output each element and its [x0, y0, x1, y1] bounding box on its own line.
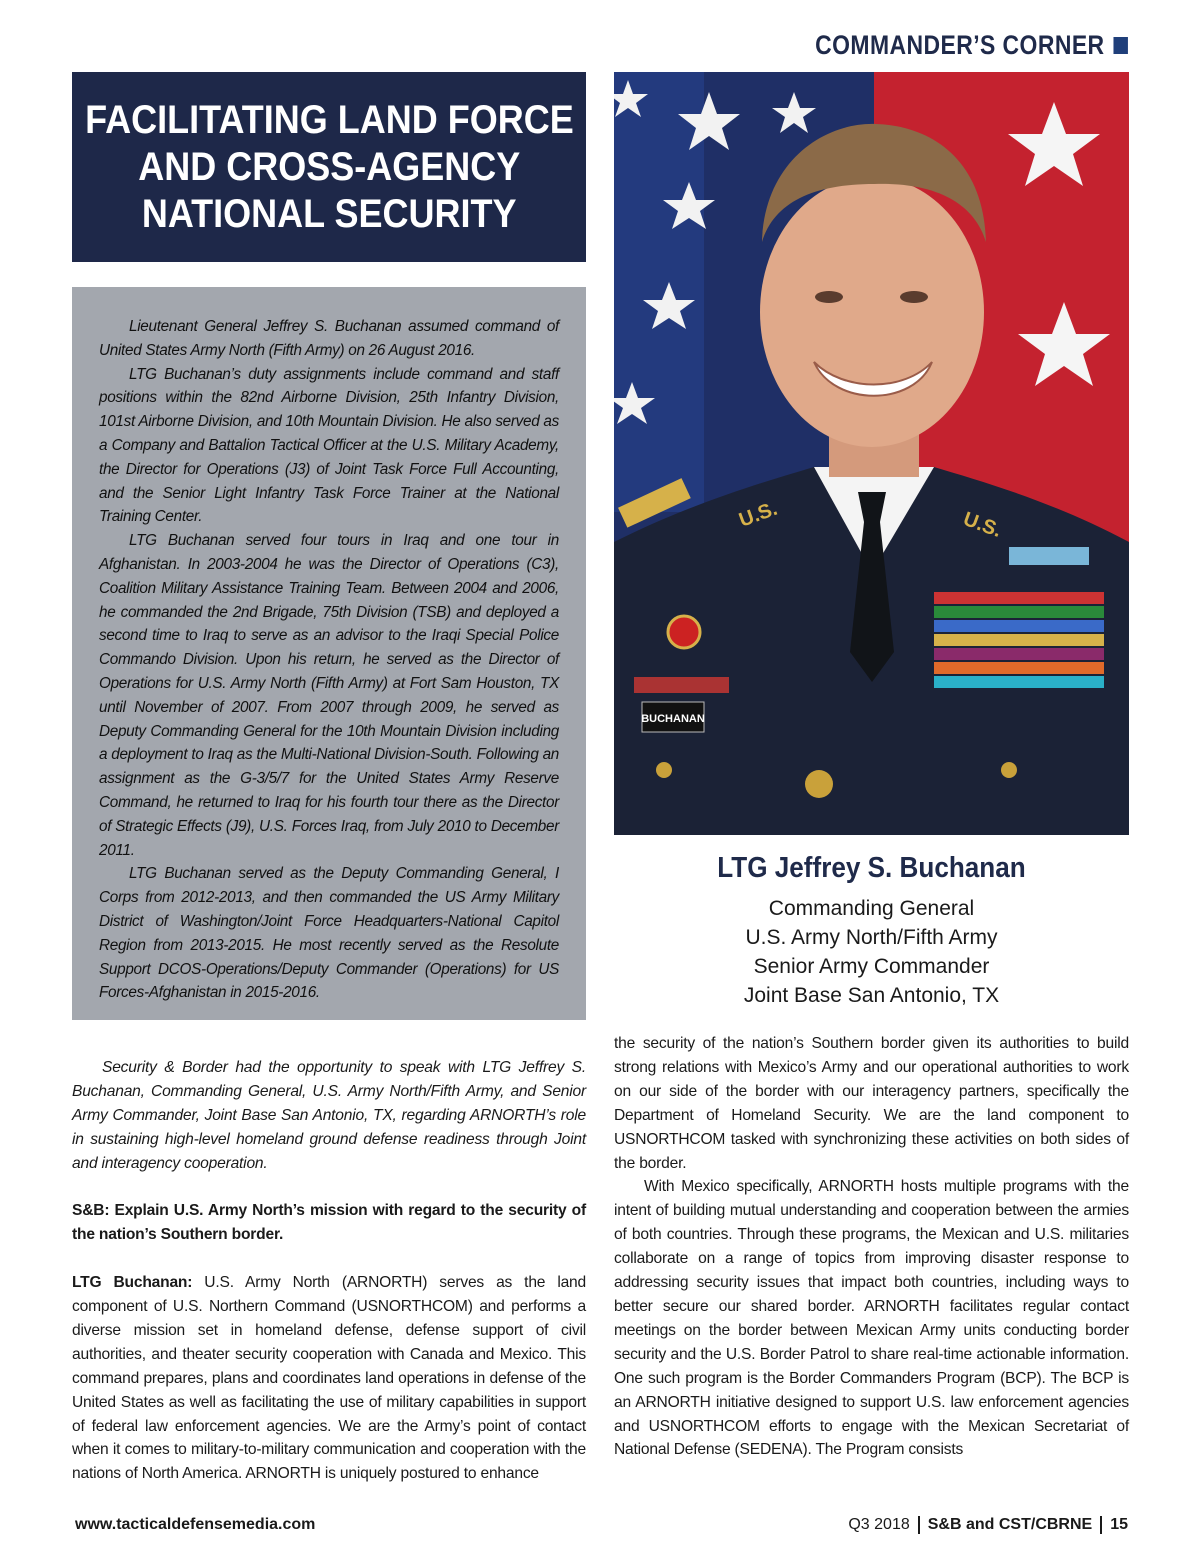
collar-insignia-right: U.S. — [960, 508, 1005, 543]
bio-paragraph-4: LTG Buchanan served as the Deputy Commanding General, I Corps from 2012-2013, and then commanded the US Army Military District of Washington/Joint Force Headquarters-National Capitol Region from 2013-2015. He most recently served as the Resolute Support DCOS-Operations/Deputy Commander (Operations) for US Forces-Afghanistan in 2015-2016. — [99, 865, 559, 1002]
bio-paragraph-3: LTG Buchanan served four tours in Iraq and one tour in Afghanistan. In 2003-2004 he was the Director of Operations (C3), Coalition Military Assistance Training Team. Between 2004 and 2006, he commanded the 2nd Brigade, 75th Division (TSB) and deployed a second time to Iraq to serve as an advisor to the Iraqi Special Police Commando Division. Upon his return, he served as the Director of Operations for U.S. Army North (Fifth Army) at Fort Sam Houston, TX until November of 2007. From 2007 through 2009, he served as Deputy Commanding General for the 10th Mountain Division including a deployment to Iraq as the Multi-National Division-South. Following an assignment as the G-3/5/7 for the United States Army Reserve Command, he returned to Iraq for his fourth tour there as the Director of Strategic Effects (J9), U.S. Forces Iraq, from July 2010 to December 2011. — [99, 532, 559, 859]
article-column-left — [72, 1056, 586, 1486]
caption-name: LTG Jeffrey S. Buchanan — [717, 852, 1026, 884]
footer-website[interactable]: www.tacticaldefensemedia.com — [75, 1516, 316, 1533]
answer-paragraph-right-1: the security of the nation’s Southern border given its authorities to build strong relations with Mexico’s Army and our operational authorities to work on our side of the border with our interagency partners, specifically the Department of Homeland Security. We are the land component to USNORTHCOM tasked with synchronizing these activities on both sides of the border. — [614, 1035, 1129, 1172]
portrait-photo — [614, 72, 1129, 835]
caption-role-3: Senior Army Commander — [753, 955, 990, 978]
collar-insignia-left: U.S. — [736, 497, 781, 532]
footer-issue-info — [848, 1516, 1128, 1534]
footer-divider-1 — [918, 1516, 920, 1534]
section-label — [816, 30, 1128, 61]
article-title-line-2: AND CROSS-AGENCY — [137, 144, 521, 189]
section-label-text: COMMANDER’S CORNER — [815, 30, 1106, 60]
article-title-box — [72, 72, 586, 262]
footer-issue: Q3 2018 — [848, 1516, 910, 1533]
bio-paragraph-1: Lieutenant General Jeffrey S. Buchanan assumed command of United States Army North (Fifth Army) on 26 August 2016. — [99, 318, 559, 359]
answer-paragraph-right-2: With Mexico specifically, ARNORTH hosts multiple programs with the intent of building mutual understanding and cooperation between the armies of both countries. Through these programs, the Mexican and U.S. militaries collaborate on a range of topics from improving disaster response to addressing security issues that impact both countries, including ways to better secure our shared border. ARNORTH facilitates regular contact meetings on the border between Mexican Army units conducting border security and the U.S. Border Patrol to share real-time actionable information. One such program is the Border Commanders Program (BCP). The BCP is an ARNORTH initiative designed to support U.S. law enforcement agencies and USNORTHCOM efforts to engage with the Mexican Secretariat of National Defense (SEDENA). The Program consists — [614, 1178, 1129, 1459]
caption-role-4: Joint Base San Antonio, TX — [743, 984, 1000, 1007]
section-square-icon — [1114, 37, 1128, 54]
answer-text-left: U.S. Army North (ARNORTH) serves as the land component of U.S. Northern Command (USNORTHCOM) and performs a diverse mission set in homeland defense, defense support of civil authorities, and theater security cooperation with Canada and Mexico. This command prepares, plans and coordinates land operations in defense of the United States as well as facilitating the use of military capabilities in support of federal law enforcement agencies. We are the Army’s point of contact when it comes to military-to-military communication and cooperation with the nations of North America. ARNORTH is uniquely postured to enhance — [72, 1274, 586, 1483]
bio-paragraph-2: LTG Buchanan’s duty assignments include command and staff positions within the 82nd Airborne Division, 25th Infantry Division, 101st Airborne Division, and 10th Mountain Division. He also served as a Company and Battalion Tactical Officer at the U.S. Military Academy, the Director for Operations (J3) of Joint Task Force Full Accounting, and the Senior Light Infantry Task Force Trainer at the National Training Center. — [99, 365, 559, 526]
name-tag-text: BUCHANAN — [641, 713, 705, 725]
footer-publication: S&B and CST/CBRNE — [927, 1516, 1093, 1533]
interview-question: S&B: Explain U.S. Army North’s mission with regard to the security of the nation’s Southern border. — [72, 1202, 586, 1244]
interview-answer-left — [72, 1271, 586, 1486]
caption-role-2: U.S. Army North/Fifth Army — [745, 926, 998, 949]
article-column-right — [614, 1032, 1129, 1462]
biography-box — [72, 287, 586, 1020]
footer-page-number: 15 — [1110, 1516, 1128, 1533]
article-title-line-3: NATIONAL SECURITY — [141, 191, 517, 236]
caption-role-1: Commanding General — [768, 897, 975, 920]
article-title-line-1: FACILITATING LAND FORCE — [84, 97, 574, 142]
footer-divider-2 — [1100, 1516, 1102, 1534]
answer-speaker: LTG Buchanan: — [72, 1274, 193, 1292]
photo-caption — [614, 850, 1129, 1010]
article-intro: Security & Border had the opportunity to speak with LTG Jeffrey S. Buchanan, Commanding General, U.S. Army North/Fifth Army, and Senior Army Commander, Joint Base San Antonio, TX, regarding ARNORTH’s role in sustaining high-level homeland ground defense readiness through Joint and interagency cooperation. — [72, 1059, 586, 1172]
